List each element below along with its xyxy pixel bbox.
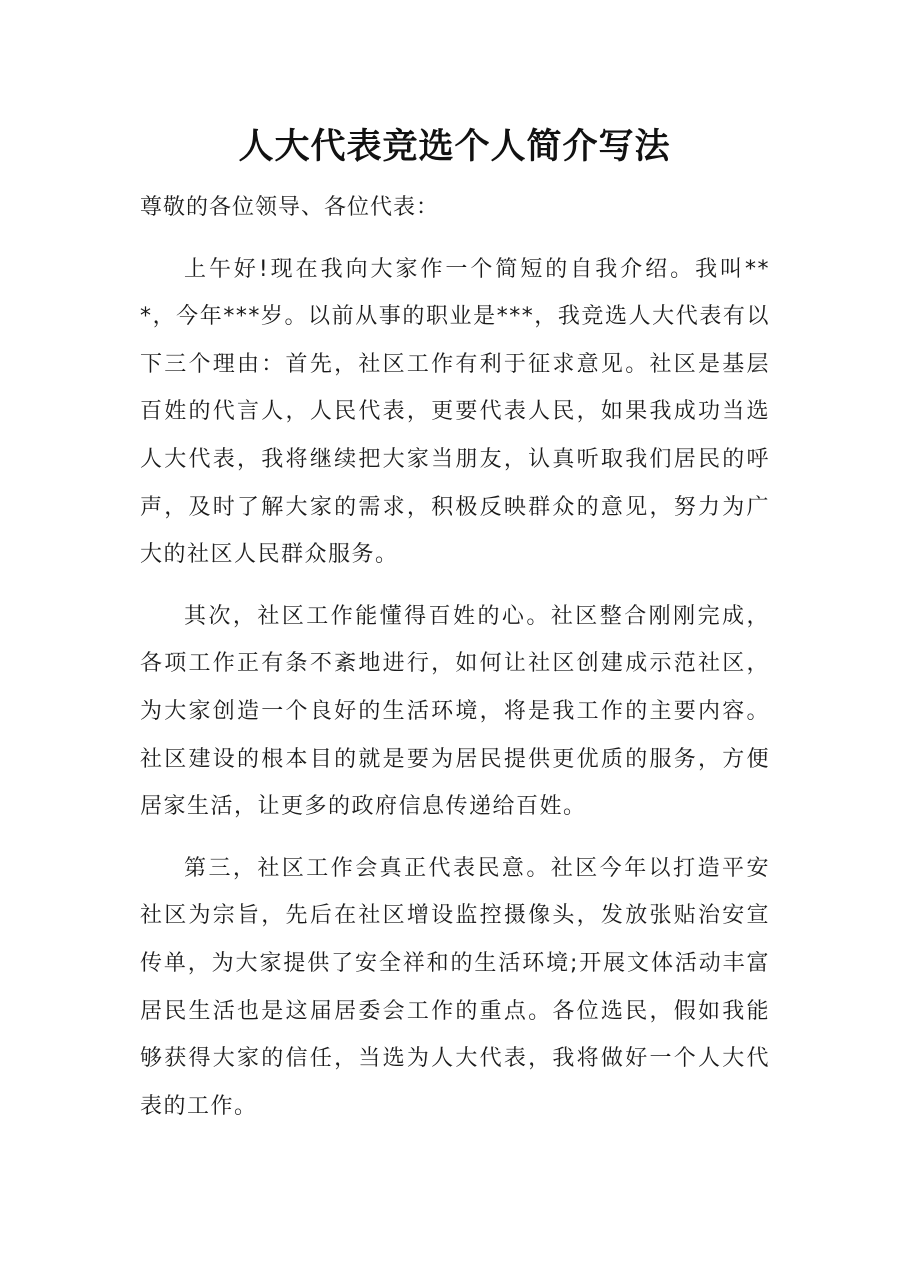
document-body: [140, 184, 770, 1144]
paragraph-intro: 上午好!现在我向大家作一个简短的自我介绍。我叫***，今年***岁。以前从事的职业是***，我竞选人大代表有以下三个理由：首先，社区工作有利于征求意见。社区是基层百姓的代言人，人民代表，更要代表人民，如果我成功当选人大代表，我将继续把大家当朋友，认真听取我们居民的呼声，及时了解大家的需求，积极反映群众的意见，努力为广大的社区人民群众服务。: [140, 256, 770, 568]
document-title: 人大代表竞选个人简介写法: [238, 126, 671, 167]
paragraph-second-reason: 其次，社区工作能懂得百姓的心。社区整合刚刚完成，各项工作正有条不紊地进行，如何让社区创建成示范社区，为大家创造一个良好的生活环境，将是我工作的主要内容。社区建设的根本目的就是要为居民提供更优质的服务，方便居家生活，让更多的政府信息传递给百姓。: [140, 603, 770, 820]
paragraph-third-reason: 第三，社区工作会真正代表民意。社区今年以打造平安社区为宗旨，先后在社区增设监控摄像头，发放张贴治安宣传单，为大家提供了安全祥和的生活环境;开展文体活动丰富居民生活也是这届居委会工作的重点。各位选民，假如我能够获得大家的信任，当选为人大代表，我将做好一个人大代表的工作。: [140, 855, 770, 1119]
salutation: 尊敬的各位领导、各位代表：: [140, 195, 440, 220]
